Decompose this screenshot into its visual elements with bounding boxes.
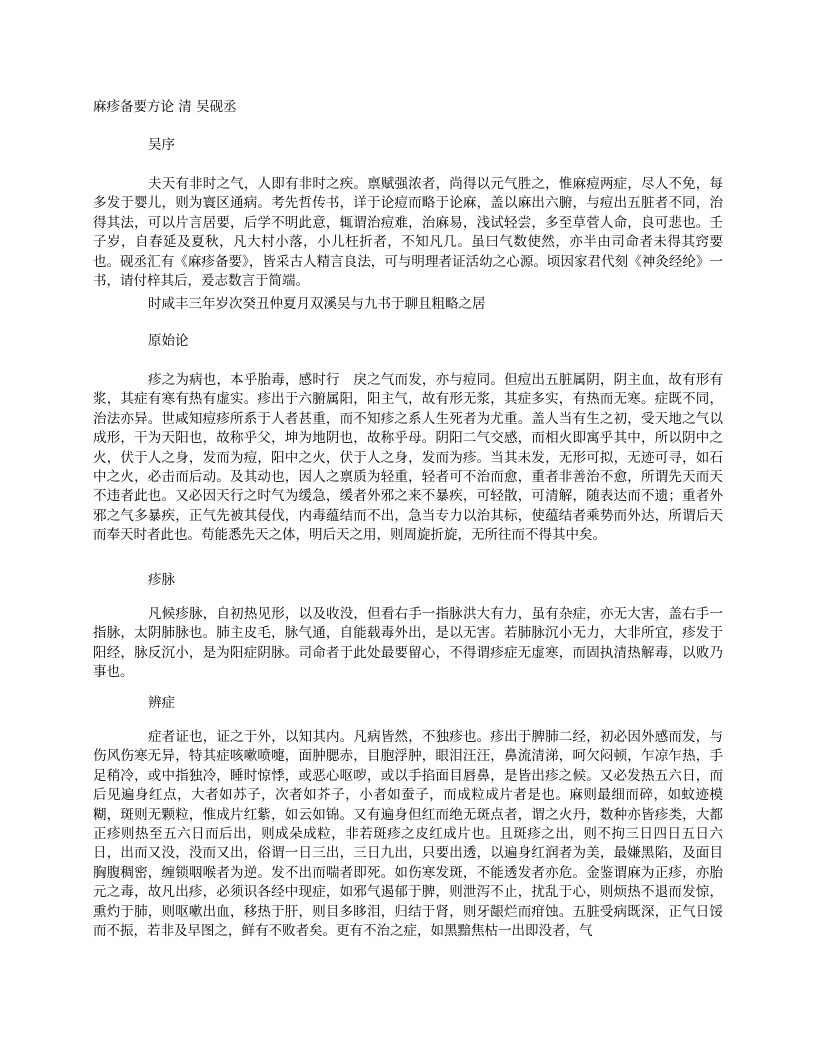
document-title: 麻疹备要方论 清 吴砚丞: [93, 99, 237, 115]
section-heading-diagnosis: 辨症: [148, 695, 175, 711]
preface-signature: 时咸丰三年岁次癸丑仲夏月双溪吴与九书于聊且粗略之居: [148, 296, 486, 312]
preface-paragraph: 夫天有非时之气，人即有非时之疾。禀赋强浓者，尚得以元气胜之，惟麻痘两症，尽人不免，每多发于婴儿，则为寰区通病。考先哲传书，详于论痘而略于论麻，盖以麻出六腑，与痘出五脏者不同，治得其法，可以片言居要，后学不明此意，辄谓治痘难，治麻易，浅试轻尝，多至草菅人命，良可悲也。壬子岁，自春延及夏秋，凡大村小落，小儿枉折者，不知凡几。虽曰气数使然，亦半由司命者未得其窍要也。砚丞汇有《麻疹备要》，皆采古人精言良法，可与明理者证活幼之心源。顷因家君代刻《神灸经纶》一书，请付梓其后，爰志数言于简端。: [93, 176, 723, 290]
origin-paragraph: 疹之为病也，本乎胎毒，感时行 戾之气而发，亦与痘同。但痘出五脏属阴，阴主血，故有形有浆，其症有寒有热有虚实。疹出于六腑属阳，阳主气，故有形无浆，其症多实，有热而无寒。症既不同，治法亦异。世咸知痘疹所系于人者甚重，而不知疹之系人生死者为尤重。盖人当有生之初，受天地之气以成形，干为天阳也，故称乎父，坤为地阴也，故称乎母。阴阳二气交感，而相火即寓乎其中，所以阴中之火，伏于人之身，发而为痘，阳中之火，伏于人之身，发而为疹。当其未发，无形可拟，无迹可寻，如石中之火，必击而后动。及其动也，因人之禀质为轻重，轻者可不治而愈，重者非善治不愈，所谓先天而天不违者此也。又必因天行之时气为缓急，缓者外邪之来不暴疾，可轻散，可清解，随表达而不遗；重者外邪之气多暴疾，正气先被其侵伐，内毒蕴结而不出，急当专力以治其标，使蕴结者乘势而外达，所谓后天而奉天时者此也。苟能悉先天之体，明后天之用，则周旋折旋，无所往而不得其中矣。: [93, 372, 723, 544]
section-heading-preface: 吴序: [148, 137, 175, 153]
diagnosis-paragraph: 症者证也，证之于外，以知其内。凡病皆然，不独疹也。疹出于脾肺二经，初必因外感而发，与伤风伤寒无异，特其症咳嗽喷嚏，面肿腮赤，目胞浮肿，眼泪汪汪，鼻流清涕，呵欠闷顿，乍凉乍热，手足稍冷，或中指独冷，睡时惊悸，或恶心呕哕，或以手掐面目唇鼻，是皆出疹之候。又必发热五六日，而后见遍身红点，大者如苏子，次者如芥子，小者如蚕子，而成粒成片者是也。麻则最细而碎，如蚊迹模糊，斑则无颗粒，惟成片红紫，如云如锦。又有遍身但红而绝无斑点者，谓之火丹，数种亦皆疹类，大都正疹则热至五六日而后出，则成朵成粒，非若斑疹之皮红成片也。且斑疹之出，则不拘三日四日五日六日，出而又没，没而又出，俗谓一日三出，三日九出，只要出透，以遍身红润者为美，最嫌黑陷，及面目胸腹稠密，缠锁咽喉者为逆。发不出而喘者即死。如伤寒发斑，不能透发者亦危。金鉴谓麻为正疹，亦胎元之毒，故凡出疹，必须识各经中现症，如邪气遏郁于脾，则泄泻不止，扰乱于心，则烦热不退而发惊，熏灼于肺，则呕嗽出血，移热于肝，则目多眵泪，归结于肾，则牙龈烂而疳蚀。五脏受病既深，正气日馁而不振，若非及早图之，鲜有不败者矣。更有不治之症，如黑黯焦枯一出即没者，气: [93, 729, 723, 940]
section-heading-pulse: 疹脉: [148, 572, 175, 588]
pulse-paragraph: 凡候疹脉，自初热见形，以及收没，但看右手一指脉洪大有力，虽有杂症，亦无大害，盖右手一指脉，太阴肺脉也。肺主皮毛，脉气通，自能载毒外出，是以无害。若肺脉沉小无力，大非所宜，疹发于阳经，脉反沉小，是为阳症阴脉。司命者于此处最要留心，不得谓疹症无虚寒，而固执清热解毒，以败乃事也。: [93, 606, 723, 681]
section-heading-origin: 原始论: [148, 333, 189, 349]
